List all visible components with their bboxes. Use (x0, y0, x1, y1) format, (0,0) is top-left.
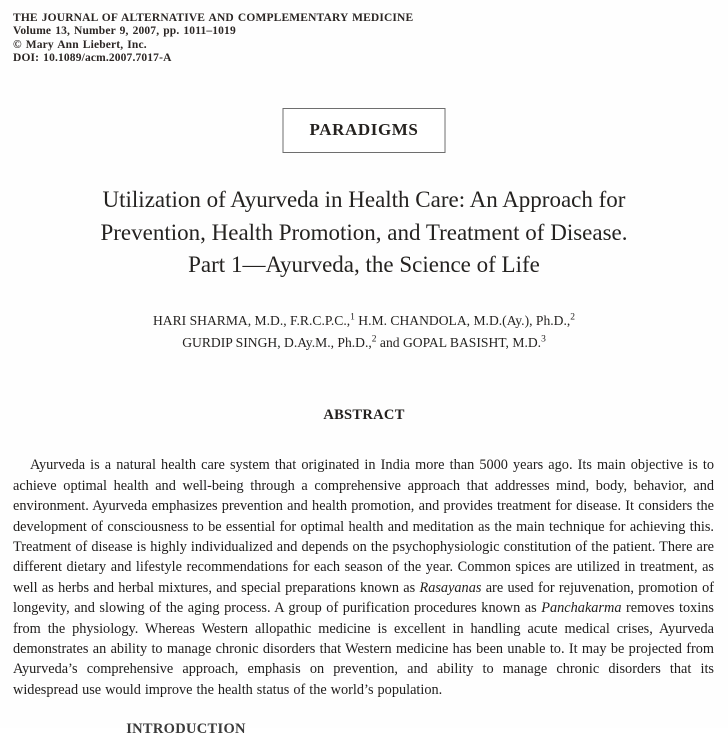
author-list (0, 310, 728, 353)
section-label-box (283, 108, 446, 153)
volume-issue-pages: Volume 13, Number 9, 2007, pp. 1011–1019 (13, 25, 236, 38)
article-title (0, 184, 728, 282)
journal-name: THE JOURNAL OF ALTERNATIVE AND COMPLEMENTARY MEDICINE (13, 12, 414, 24)
section-label: PARADIGMS (309, 120, 419, 139)
author-line-2: GURDIP SINGH, D.Ay.M., Ph.D.,$^2$ and GOPAL BASISHT, M.D.$^3$ (182, 333, 546, 350)
article-title-line-3: Part 1—Ayurveda, the Science of Life (188, 252, 540, 277)
article-title-line-2: Prevention, Health Promotion, and Treatment of Disease. (100, 219, 628, 245)
abstract-text: Ayurveda is a natural health care system that originated in India more than 5000 years ago. Its main objective is to achieve optimal health and well-being through a comprehensive approach that addresses mind, body, behavior, and environment. Ayurveda emphasizes prevention and health promotion, and provides treatment for disease. It considers the development of consciousness to be essential for optimal health and meditation as the main technique for achieving this. Treatment of disease is highly individualized and depends on the psychophysiologic constitution of the patient. There are different dietary and lifestyle recommendations for each season of the year. Common spices are utilized in treatment, as well as herbs and herbal mixtures, and special preparations known as Rasayanas are used for rejuvenation, promotion of longevity, and slowing of the aging process. A group of purification procedures known as Panchakarma removes toxins from the physiology. Whereas Western allopathic medicine is excellent in handling acute medical crises, Ayurveda demonstrates an ability to manage chronic disorders that Western medicine has been unable to. It may be projected from Ayurveda’s comprehensive approach, emphasis on prevention, and ability to manage chronic disorders that its widespread use would improve the health status of the world’s population. (13, 457, 714, 698)
author-line-1: HARI SHARMA, M.D., F.R.C.P.C.,$^1$ H.M. CHANDOLA, M.D.(Ay.), Ph.D.,$^2$ (152, 312, 576, 328)
copyright-line: © Mary Ann Liebert, Inc. (13, 38, 147, 51)
introduction-heading-clipped: INTRODUCTION (126, 721, 246, 737)
article-title-line-1: Utilization of Ayurveda in Health Care: An Approach for (102, 187, 626, 212)
doi-line: DOI: 10.1089/acm.2007.7017-A (13, 52, 172, 65)
journal-masthead (13, 12, 413, 66)
abstract-heading: ABSTRACT (323, 407, 405, 423)
